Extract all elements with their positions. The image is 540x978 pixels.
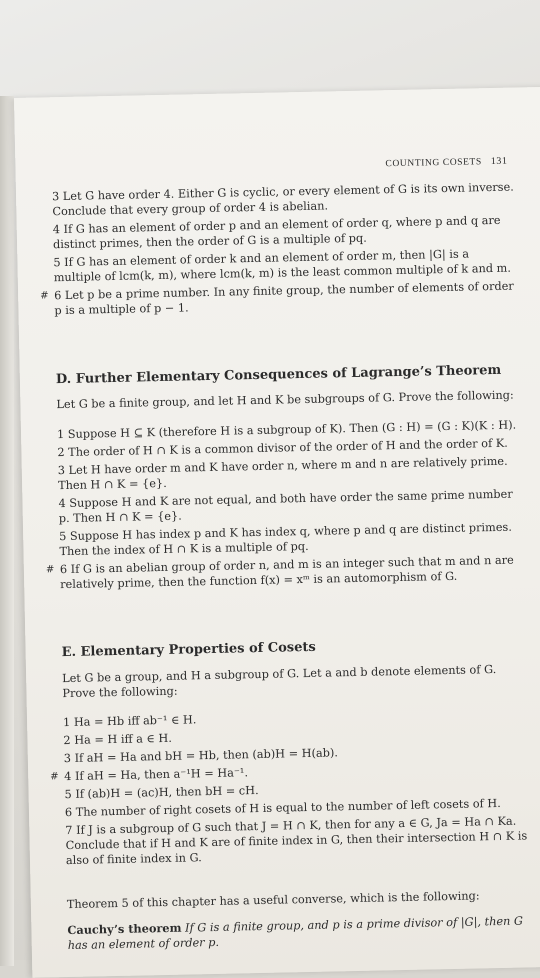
- exercise-list-top: [40, 179, 521, 321]
- page-edge: [0, 96, 14, 966]
- list-item: 5 If (ab)H = (ac)H, then bH = cH.: [64, 784, 259, 802]
- list-item: 3 If aH = Ha and bH = Hb, then (ab)H = H(ab).: [63, 746, 339, 766]
- marked-exercise-symbol: #: [40, 290, 49, 302]
- list-item: 7 If J is a subgroup of G such that J = H ∩ K, then for any a ∈ G, Ja = Ha ∩ Ka. Conclude that if H and K are of finite index in G, then their intersection H ∩ K is also of finite index in G.: [65, 814, 528, 868]
- list-item: # 6 Let p be a prime number. In any finite group, the number of elements of order p is a multiple of p − 1.: [40, 279, 514, 318]
- section-d-heading: D. Further Elementary Consequences of Lagrange’s Theorem: [55, 362, 502, 388]
- theorem-label: Cauchy’s theorem: [67, 920, 182, 938]
- list-item: 5 Suppose H has index p and K has index q, where p and q are distinct primes. Then the index of H ∩ K is a multiple of pq.: [59, 520, 512, 559]
- book-page: [14, 87, 540, 978]
- exercise-list-d: [45, 417, 526, 595]
- section-e-intro: Let G be a group, and H a subgroup of G. Let a and b denote elements of G. Prove the following:: [62, 663, 497, 701]
- marked-exercise-symbol: #: [50, 771, 59, 783]
- exercise-list-e: [50, 705, 532, 871]
- list-item: 3 Let H have order m and K have order n, where m and n are relatively prime. Then H ∩ K = {e}.: [57, 454, 508, 493]
- closing-paragraph: Theorem 5 of this chapter has a useful converse, which is the following:: [66, 889, 480, 912]
- list-item: 4 Suppose H and K are not equal, and both have order the same prime number p. Then H ∩ K = {e}.: [58, 487, 513, 526]
- section-d-intro: Let G be a finite group, and let H and K be subgroups of G. Prove the following:: [56, 388, 514, 412]
- cauchy-theorem: [67, 913, 534, 953]
- list-item: 2 Ha = H iff a ∈ H.: [63, 731, 173, 748]
- list-item: 1 Ha = Hb iff ab⁻¹ ∈ H.: [62, 713, 197, 730]
- theorem-text: If G is a finite group, and p is a prime divisor of |G|, then G has an element of order p.: [67, 914, 524, 953]
- header-title: COUNTING COSETS: [385, 157, 482, 170]
- section-e-heading: E. Elementary Properties of Cosets: [61, 639, 316, 661]
- marked-exercise-symbol: #: [45, 564, 55, 576]
- list-item: 2 The order of H ∩ K is a common divisor of the order of H and the order of K.: [57, 436, 508, 460]
- list-item: 1 Suppose H ⊆ K (therefore H is a subgroup of K). Then (G : H) = (G : K)(K : H).: [56, 418, 517, 442]
- list-item: 3 Let G have order 4. Either G is cyclic, or every element of G is its own inverse. Conclude that every group of order 4 is abelian.: [51, 180, 514, 219]
- list-item: # 6 If G is an abelian group of order n, and m is an integer such that m and n are relatively prime, then the function f(x) = xᵐ is an automorphism of G.: [45, 553, 514, 592]
- list-item: 6 The number of right cosets of H is equal to the number of left cosets of H.: [64, 796, 501, 820]
- list-item: 5 If G has an element of order k and an element of order m, then |G| is a multiple of lcm(k, m), where lcm(k, m) is the least common multiple of k and m.: [53, 247, 512, 285]
- page-number: 131: [490, 155, 508, 168]
- running-header: [385, 156, 507, 170]
- list-item: # 4 If aH = Ha, then a⁻¹H = Ha⁻¹.: [50, 766, 249, 784]
- list-item: 4 If G has an element of order p and an element of order q, where p and q are distinct primes, then the order of G is a multiple of pq.: [52, 213, 501, 252]
